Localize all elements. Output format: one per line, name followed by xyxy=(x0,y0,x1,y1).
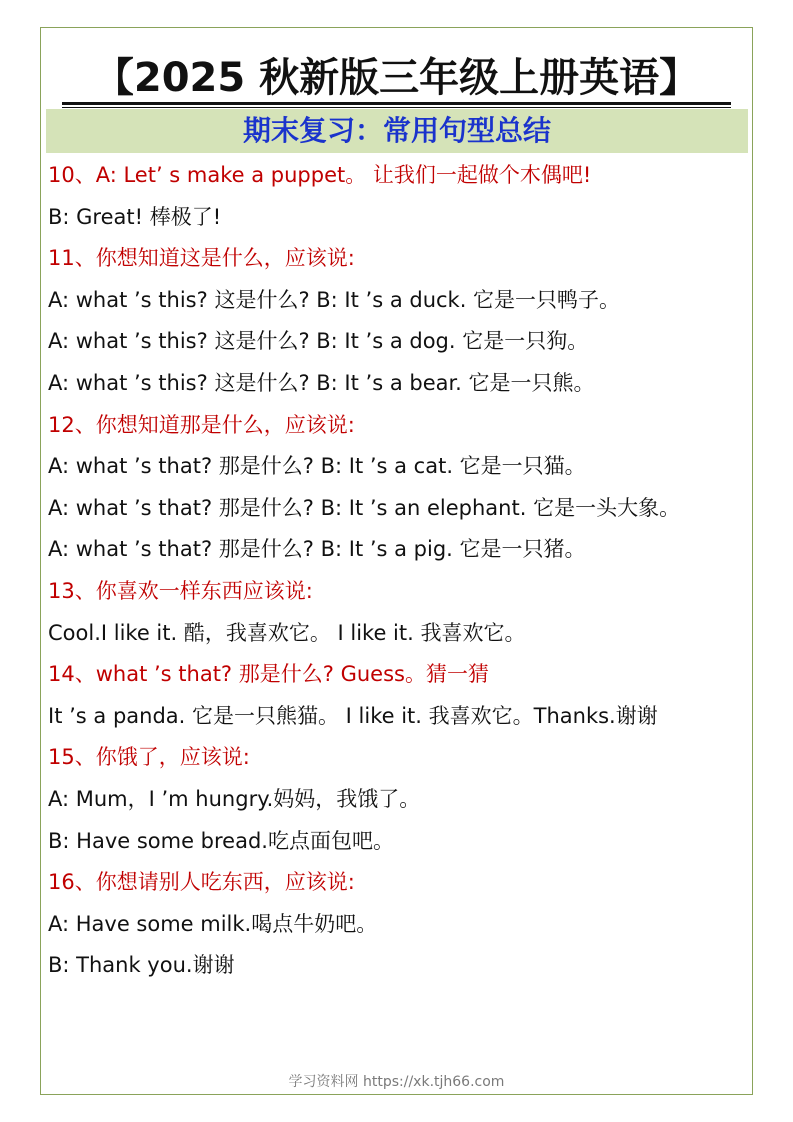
line-6: A: what ’s this? 这是什么? B: It ’s a bear. 它是一只熊。 xyxy=(48,370,595,395)
title-underline xyxy=(62,102,731,105)
title-underline-thin xyxy=(62,107,731,108)
line-15: 15、你饿了，应该说: xyxy=(48,745,250,770)
line-17: B: Have some bread.吃点面包吧。 xyxy=(48,828,394,853)
line-12: Cool.I like it. 酷，我喜欢它。 I like it. 我喜欢它。 xyxy=(48,620,526,645)
line-8: A: what ’s that? 那是什么? B: It ’s a cat. 它是一只猫。 xyxy=(48,454,586,479)
page-title: 【2025 秋新版三年级上册英语】 xyxy=(93,55,700,101)
line-2: B: Great! 棒极了! xyxy=(48,204,222,229)
footer-source: 学习资料网 https://xk.tjh66.com xyxy=(288,1074,505,1090)
line-13: 14、what ’s that? 那是什么? Guess。猜一猜 xyxy=(48,662,489,687)
line-11: 13、你喜欢一样东西应该说: xyxy=(48,578,313,603)
line-14: It ’s a panda. 它是一只熊猫。 I like it. 我喜欢它。Thanks.谢谢 xyxy=(48,703,658,728)
line-19: A: Have some milk.喝点牛奶吧。 xyxy=(48,911,378,936)
section-banner: 期末复习：常用句型总结 xyxy=(46,109,748,153)
line-10: A: what ’s that? 那是什么? B: It ’s a pig. 它是一只猪。 xyxy=(48,537,586,562)
line-4: A: what ’s this? 这是什么? B: It ’s a duck. 它是一只鸭子。 xyxy=(48,287,621,312)
sentence-list xyxy=(48,155,748,987)
line-3: 11、你想知道这是什么，应该说: xyxy=(48,246,355,271)
line-9: A: what ’s that? 那是什么? B: It ’s an elephant. 它是一头大象。 xyxy=(48,495,681,520)
line-20: B: Thank you.谢谢 xyxy=(48,953,235,978)
line-18: 16、你想请别人吃东西，应该说: xyxy=(48,870,355,895)
line-1: 10、A: Let’ s make a puppet。 让我们一起做个木偶吧! xyxy=(48,163,592,187)
line-5: A: what ’s this? 这是什么? B: It ’s a dog. 它是一只狗。 xyxy=(48,329,589,354)
line-16: A: Mum，I ’m hungry.妈妈，我饿了。 xyxy=(48,786,421,811)
line-7: 12、你想知道那是什么，应该说: xyxy=(48,412,355,437)
